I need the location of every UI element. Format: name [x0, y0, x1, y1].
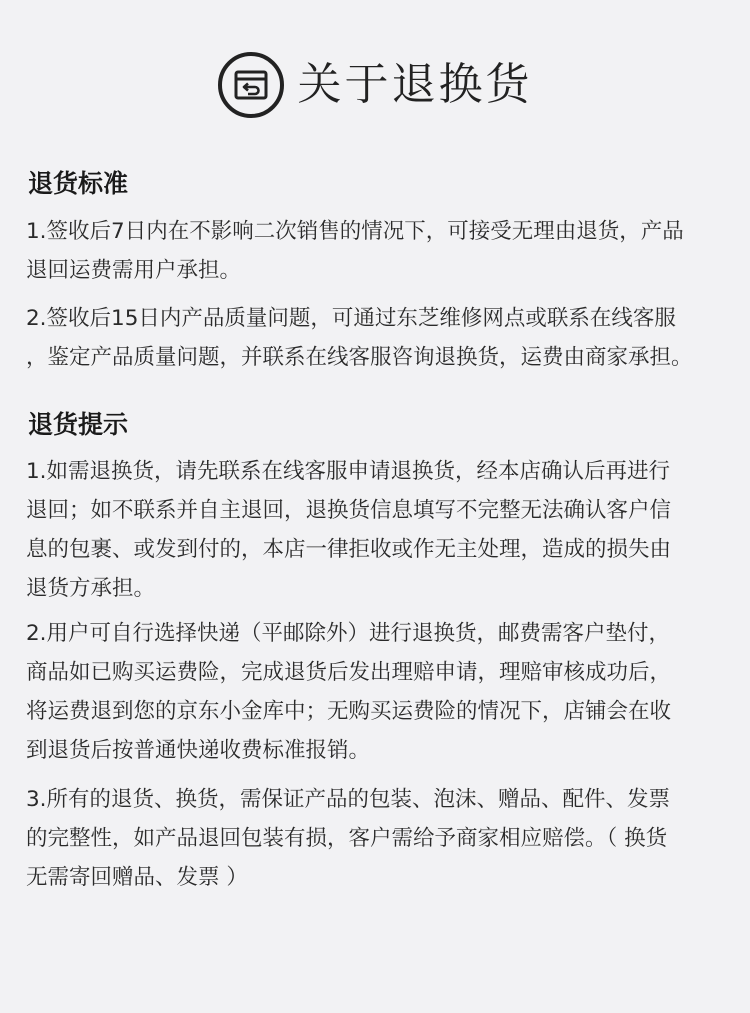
return-box-icon — [218, 52, 284, 118]
return-tips-item-1 — [26, 452, 738, 608]
return-tips-item-2 — [26, 614, 738, 770]
section-title-return-standard: 退货标准 — [28, 169, 129, 198]
paragraph-line: 商品如已购买运费险，完成退货后发出理赔申请，理赔审核成功后， — [26, 660, 672, 685]
paragraph-line: ，鉴定产品质量问题，并联系在线客服咨询退换货，运费由商家承担。 — [26, 345, 693, 370]
paragraph-line: 息的包裹、或发到付的，本店一律拒收或作无主处理，造成的损失由 — [26, 537, 672, 562]
section-title-return-tips: 退货提示 — [28, 410, 129, 439]
page-title: 关于退换货 — [297, 59, 533, 110]
paragraph-line: 3.所有的退货、换货，需保证产品的包装、泡沫、赠品、配件、发票 — [26, 787, 671, 812]
paragraph-line: 1.如需退换货，请先联系在线客服申请退换货，经本店确认后再进行 — [26, 459, 671, 484]
return-standard-item-1 — [26, 212, 738, 290]
return-standard-item-2 — [26, 299, 738, 377]
page-header — [0, 48, 750, 122]
paragraph-line: 将运费退到您的京东小金库中；无购买运费险的情况下，店铺会在收 — [26, 699, 672, 724]
paragraph-line: 退回；如不联系并自主退回，退换货信息填写不完整无法确认客户信 — [26, 498, 672, 523]
paragraph-line: 无需寄回赠品、发票 ） — [26, 865, 248, 890]
paragraph-line: 的完整性，如产品退回包装有损，客户需给予商家相应赔偿。（ 换货 — [26, 826, 668, 851]
paragraph-line: 1.签收后7日内在不影响二次销售的情况下，可接受无理由退货，产品 — [26, 219, 684, 244]
paragraph-line: 到退货后按普通快递收费标准报销。 — [26, 738, 371, 763]
return-tips-item-3 — [26, 780, 738, 897]
paragraph-line: 2.签收后15日内产品质量问题，可通过东芝维修网点或联系在线客服 — [26, 306, 676, 331]
paragraph-line: 退回运费需用户承担。 — [26, 258, 242, 283]
paragraph-line: 2.用户可自行选择快递（平邮除外）进行退换货，邮费需客户垫付， — [26, 621, 671, 646]
paragraph-line: 退货方承担。 — [26, 576, 156, 601]
